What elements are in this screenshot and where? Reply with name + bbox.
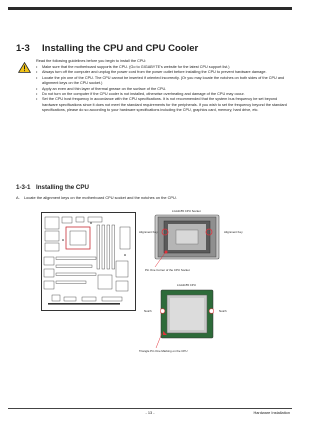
socket-right-label: Alignment Key [224, 230, 243, 234]
guideline-item: • Apply an even and thin layer of thermal grease on the surface of the CPU. [36, 87, 288, 92]
intro-text: Read the following guidelines before you begin to install the CPU: [36, 59, 147, 63]
step-text: Locate the alignment keys on the motherboard CPU socket and the notches on the CPU. [24, 195, 177, 200]
pointer-line [150, 252, 170, 268]
guideline-list [36, 65, 288, 114]
section-title: Installing the CPU and CPU Cooler [42, 43, 199, 54]
socket-bottom-label: Pin One Corner of the CPU Socket [145, 268, 190, 272]
step-letter: A. [16, 195, 20, 200]
header-rule [8, 7, 292, 10]
motherboard-diagram [41, 212, 136, 311]
page-number: - 13 - [145, 410, 155, 415]
subsection-heading [16, 184, 89, 191]
subsection-title: Installing the CPU [36, 184, 89, 191]
guideline-item: • Set the CPU host frequency in accordance with the CPU specifications. It is not recommended that the system bus frequency be set beyond hardware specifications since it does not meet the standard requirements for the peripherals. If you wish to set the frequency beyond the standard specifications, please do so according to your hardware specifications including the CPU, graphics card, memory, hard drive, etc. [36, 97, 288, 113]
socket-left-label: Alignment Key [139, 230, 158, 234]
guideline-item: • Always turn off the computer and unplug the power cord from the power outlet before installing the CPU to prevent hardware damage. [36, 70, 288, 75]
pointer-line [150, 332, 170, 349]
cpu-right-label: Notch [219, 309, 227, 313]
footer-section-name: Hardware Installation [253, 410, 290, 415]
subsection-number: 1-3-1 [16, 184, 31, 191]
step-a [16, 195, 177, 200]
section-heading [16, 43, 198, 54]
socket-figure-title: LGA1155 CPU Socket [172, 209, 201, 213]
guideline-item: • Make sure that the motherboard supports the CPU. (Go to GIGABYTE's website for the latest CPU support list.) [36, 65, 288, 70]
guideline-item: • Do not turn on the computer if the CPU cooler is not installed, otherwise overheating and damage of the CPU may occur. [36, 92, 288, 97]
footer-rule [8, 408, 292, 409]
cpu-left-label: Notch [144, 309, 152, 313]
cpu-bottom-label: Triangle Pin One Marking on the CPU [139, 349, 188, 353]
guideline-item: • Locate the pin one of the CPU. The CPU cannot be inserted if oriented incorrectly. (Or you may locate the notches on both sides of the CPU and alignment keys on the CPU socket.) [36, 76, 288, 87]
cpu-figure-title: LGA1155 CPU [177, 283, 196, 287]
section-number: 1-3 [16, 43, 30, 54]
warning-triangle-icon [18, 60, 31, 78]
